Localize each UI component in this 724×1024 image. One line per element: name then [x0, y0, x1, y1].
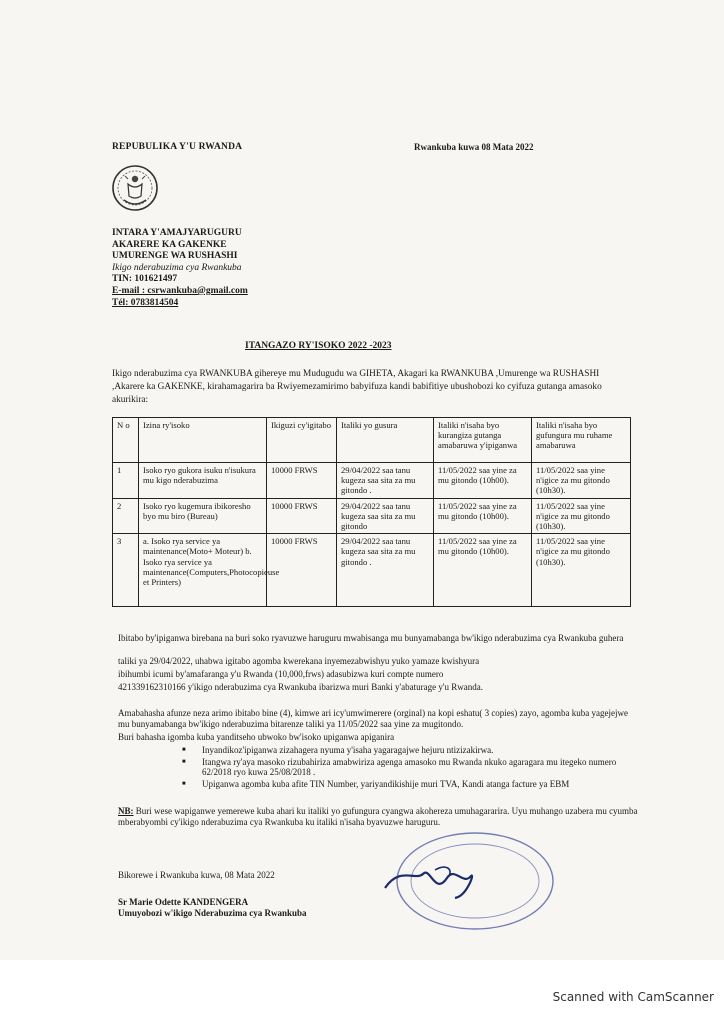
tin-line: TIN: 101621497	[112, 274, 178, 285]
table-row	[113, 498, 631, 534]
list-item: ■ Inyandikoz'ipiganwa zizahagera nyuma y'isaha yagaragajwe hejuru ntizizakirwa.	[200, 745, 640, 756]
email-line: E-mail : csrwankuba@gmail.com	[112, 285, 248, 296]
table-cell: 11/05/2022 saa yine n'igice za mu gitondo (10h30).	[532, 534, 631, 607]
nb-text: Buri wese wapiganwe yemerewe kuba ahari ku italiki yo gufungura cyangwa akohereza umuhagararira. Uyu muhango uzabera mu cyumba mberabyombi cy'ikigo nderabuzima cya Rwankuba ku italiki n'isaha byavuzwe haruguru.	[118, 806, 638, 827]
table-row	[113, 534, 631, 607]
table-cell: 10000 FRWS	[267, 463, 337, 499]
signatory-role: Umuyobozi w'ikigo Nderabuzima cya Rwankuba	[118, 908, 307, 918]
column-header: Italiki n'isaha byo gufungura mu ruhame amabaruwa	[532, 418, 631, 463]
column-header: Italiki n'isaha byo kurangiza gutanga amabaruwa y'ipiganwa	[434, 418, 532, 463]
conditions-list	[200, 745, 640, 790]
table-cell: 11/05/2022 saa yine n'igice za mu gitondo (10h30).	[532, 498, 631, 534]
account-paragraph: 421339162310166 y'ikigo nderabuzima cya Rwankuba ibarizwa muri Banki y'abaturage y'u Rwanda.	[118, 682, 484, 692]
phone-line: Tél: 0783814504	[112, 297, 179, 308]
table-cell: 11/05/2022 saa yine za mu gitondo (10h00).	[434, 534, 532, 607]
amount-paragraph: ibihumbi icumi by'amafaranga y'u Rwanda (10,000,frws) adasubizwa kuri compte numero	[118, 669, 444, 679]
signatory-block	[118, 897, 307, 919]
table-cell: 29/04/2022 saa tanu kugeza saa sita za mu gitondo .	[337, 463, 434, 499]
institution-address	[112, 228, 248, 309]
table-cell: 1	[113, 463, 139, 499]
envelope-label-paragraph: Buri bahasha igomba kuba yanditseho ubwoko bw'isoko upiganwa apiganira	[118, 732, 395, 742]
table-row	[113, 463, 631, 499]
health-center-line: Ikigo nderabuzima cya Rwankuba	[112, 262, 242, 273]
official-stamp-icon	[375, 826, 575, 936]
column-header: N o	[113, 418, 139, 463]
table-cell: 2	[113, 498, 139, 534]
table-cell: 29/04/2022 saa tanu kugeza saa sita za mu gitondo	[337, 498, 434, 534]
list-item: ■ Upiganwa agomba kuba afite TIN Number, yariyandikishije muri TVA, Kandi atanga facture ya EBM	[200, 779, 640, 790]
table-header-row	[113, 418, 631, 463]
scanner-watermark: Scanned with CamScanner	[552, 990, 714, 1004]
republic-header: REPUBULIKA Y'U RWANDA	[112, 142, 243, 152]
table-cell: 11/05/2022 saa yine za mu gitondo (10h00).	[434, 463, 532, 499]
table-cell: Isoko ryo kugemura ibikoresho byo mu biro (Bureau)	[139, 498, 267, 534]
intro-paragraph: Ikigo nderabuzima cya RWANKUBA gihereye mu Mudugudu wa GIHETA, Akagari ka RWANKUBA ,Umurenge wa RUSHASHI ,Akarere ka GAKENKE, kirahamagarira ba Rwiyemezamirimo babyifuza kandi babifitiye ubushobozi ko cyifuza gutanga amasoko akurikira:	[112, 369, 602, 405]
column-header: Ikiguzi cy'igitabo	[267, 418, 337, 463]
table-cell: 11/05/2022 saa yine za mu gitondo (10h00).	[434, 498, 532, 534]
sector-line: UMURENGE WA RUSHASHI	[112, 251, 238, 262]
list-item: ■ Itangwa ry'aya masoko rizubahiriza amabwiriza agenga amasoko mu Rwanda nkuko agaragara mu itegeko numero 62/2018 ryo kuwa 25/08/2018 .	[200, 757, 640, 778]
table-cell: 11/05/2022 saa yine n'igice za mu gitondo (10h30).	[532, 463, 631, 499]
table-cell: a. Isoko rya service ya maintenance(Moto+ Moteur) b. Isoko rya service ya maintenance(Computers,Photocopieuse et Printers)	[139, 534, 267, 607]
table-cell: 10000 FRWS	[267, 534, 337, 607]
table-cell: Isoko ryo gukora isuku n'isukura mu kigo nderabuzima	[139, 463, 267, 499]
envelopes-paragraph: Amabahasha afunze neza arimo ibitabo bine (4), kimwe ari icy'umwimerere (orginal) na kopi eshatu( 3 copies) zayo, agomba kuba yagejejwe mu bunyamabanga bw'ikigo nderabuzima bitarenze taliki ya 11/05/2022 saa yine za mugitondo.	[118, 708, 629, 729]
tenders-table	[112, 417, 631, 607]
table-cell: 10000 FRWS	[267, 498, 337, 534]
province-line: INTARA Y'AMAJYARUGURU	[112, 228, 242, 238]
column-header: Italiki yo gusura	[337, 418, 434, 463]
nb-paragraph	[118, 806, 638, 828]
done-at-line: Bikorewe i Rwankuba kuwa, 08 Mata 2022	[118, 870, 275, 880]
books-paragraph: Ibitabo by'ipiganwa birebana na buri soko ryavuzwe haruguru mwabisanga mu bunyamabanga bw'ikigo nderabuzima cya Rwankuba guhera	[118, 633, 624, 643]
district-line: AKARERE KA GAKENKE	[112, 239, 227, 250]
rwanda-seal-icon	[110, 162, 160, 214]
date-header: Rwankuba kuwa 08 Mata 2022	[414, 142, 534, 152]
table-cell: 3	[113, 534, 139, 607]
table-cell: 29/04/2022 saa tanu kugeza saa sita za mu gitondo .	[337, 534, 434, 607]
signatory-name: Sr Marie Odette KANDENGERA	[118, 897, 249, 907]
document-title: ITANGAZO RY'ISOKO 2022 -2023	[245, 341, 392, 351]
nb-label: NB:	[118, 806, 134, 816]
payment-paragraph: taliki ya 29/04/2022, uhabwa igitabo agomba kwerekana inyemezabwishyu yuko yamaze kwishyura	[118, 656, 480, 666]
column-header: Izina ry'isoko	[139, 418, 267, 463]
